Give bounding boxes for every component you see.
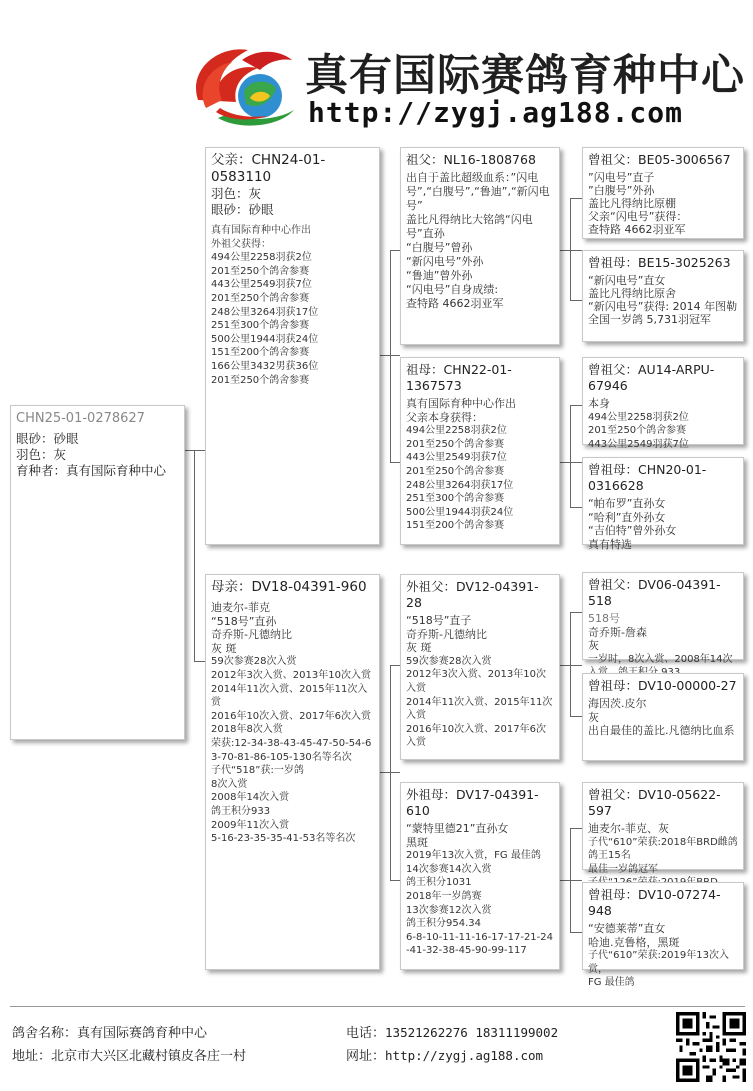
- great-granddam-4-line: 哈迪.克鲁格，黑斑: [588, 935, 680, 949]
- paternal-grandsire-title: 祖父：NL16-1808768: [406, 152, 536, 167]
- maternal-granddam-line: “蒙特里德21”直孙女: [406, 822, 509, 835]
- sire-line: 真有国际育种中心作出: [211, 225, 311, 236]
- footer-website-label: 网址：: [346, 1049, 386, 1064]
- paternal-granddam-line: 151至200个鸽舍参赛: [406, 520, 505, 532]
- great-grandsire-1-line: 盖比凡得纳比原棚: [588, 197, 676, 210]
- maternal-granddam-line: 鸽王积分1031: [406, 877, 472, 889]
- great-granddam-3-lines: [588, 697, 738, 738]
- dam-line: 灰 斑: [211, 641, 237, 655]
- great-granddam-3-card: [582, 673, 744, 761]
- dam-line: 2016年10次入赏、2017年6次入赏: [211, 710, 371, 722]
- maternal-grandsire-lines: [406, 614, 554, 750]
- sire-title: 父亲：CHN24-01-0583110: [211, 152, 326, 185]
- great-granddam-3-title: 曾祖母：DV10-00000-27: [588, 678, 737, 693]
- sire-line: 500公里1944羽获24位: [211, 333, 319, 345]
- paternal-grandsire-line: “鲁迪”曾外孙: [406, 269, 473, 282]
- great-granddam-4-title: 曾祖母：DV10-07274-948: [588, 887, 721, 918]
- great-granddam-1-lines: [588, 274, 738, 326]
- footer-address-label: 地址：: [12, 1049, 52, 1064]
- great-grandsire-2-line: 443公里2549羽获7位: [588, 438, 689, 450]
- maternal-grandsire-card: [400, 574, 560, 760]
- dam-line: 59次参赛28次入赏: [211, 656, 297, 668]
- sire-color: 羽色：灰: [211, 186, 262, 201]
- footer-divider: [10, 1006, 745, 1007]
- great-grandsire-4-line: 最佳一岁鸽冠军: [588, 863, 658, 875]
- dam-line: 2009年11次入赏: [211, 819, 290, 831]
- great-grandsire-1-line: 查特路 4662羽亚军: [588, 223, 686, 236]
- brand-title: 真有国际赛鸽育种中心: [305, 51, 745, 101]
- great-granddam-1-line: 盖比凡得纳比原舍: [588, 287, 676, 300]
- great-grandsire-2-title: 曾祖父：AU14-ARPU-67946: [588, 362, 715, 393]
- great-grandsire-2-line: 201至250个鸽舍参赛: [588, 425, 687, 437]
- great-granddam-1-line: “新闪电号”获得: 2014 年图勒全国一岁鸽 5,731羽冠军: [588, 300, 738, 326]
- great-grandsire-2-card: [582, 357, 744, 450]
- sire-line: 443公里2549羽获7位: [211, 279, 312, 291]
- sire-line: 201至250个鸽舍参赛: [211, 265, 310, 277]
- dam-line: 2012年3次入赏、2013年10次入赏: [211, 669, 371, 681]
- maternal-grandsire-line: “518号”直子: [406, 614, 472, 627]
- great-grandsire-2-lines: [588, 397, 738, 451]
- paternal-granddam-title: 祖母：CHN22-01-1367573: [406, 362, 512, 393]
- maternal-granddam-line: 6-8-10-11-11-16-17-17-21-24-41-32-38-45-90-99-117: [406, 931, 553, 957]
- qr-code-icon: [676, 1012, 746, 1082]
- great-grandsire-1-line: ”闪电号”直子: [588, 171, 655, 184]
- subject-color: 羽色：灰: [16, 447, 67, 462]
- sire-line: 494公里2258羽获2位: [211, 252, 312, 264]
- maternal-granddam-line: 2019年13次入赏，FG 最佳鸽: [406, 850, 541, 862]
- subject-breeder: 育种者：真有国际育种中心: [16, 463, 167, 478]
- dam-line: 迪麦尔-菲克: [211, 601, 270, 614]
- sire-line: 201至250个鸽舍参赛: [211, 292, 310, 304]
- great-grandsire-3-line: 奇乔斯-詹森: [588, 625, 647, 639]
- great-granddam-4-line: 子代“610”荣获:2019年13次入赏，: [588, 950, 729, 975]
- dam-line: 2008年14次入赏: [211, 792, 290, 804]
- footer-loft-label: 鸽舍名称：: [12, 1026, 78, 1041]
- dam-lines: [211, 601, 374, 846]
- paternal-granddam-lines: [406, 397, 554, 533]
- maternal-grandsire-line: 灰 斑: [406, 641, 432, 655]
- paternal-grandsire-lines: [406, 171, 554, 311]
- brand-url: http://zygj.ag188.com: [308, 96, 684, 129]
- maternal-granddam-card: [400, 782, 560, 970]
- maternal-grandsire-line: 2014年11次入赏、2015年11次入赏: [406, 696, 553, 722]
- dam-card: [205, 574, 380, 970]
- great-grandsire-1-card: [582, 147, 744, 239]
- paternal-granddam-line: 父亲本身获得：: [406, 410, 483, 424]
- great-grandsire-1-lines: [588, 171, 738, 236]
- great-granddam-4-card: [582, 882, 744, 989]
- sire-line: 151至200个鸽舍参赛: [211, 347, 310, 359]
- paternal-granddam-line: 201至250个鸽舍参赛: [406, 465, 505, 477]
- great-grandsire-3-line: 一岁时，8次入赏、2008年14次: [588, 653, 733, 665]
- maternal-granddam-line: 14次参赛14次入赏: [406, 863, 492, 875]
- sire-line: 251至300个鸽舍参赛: [211, 320, 310, 332]
- great-granddam-1-line: “新闪电号”直女: [588, 274, 666, 287]
- subject-card: [10, 405, 185, 740]
- great-granddam-1-card: [582, 250, 744, 342]
- great-granddam-4-lines: [588, 922, 738, 990]
- paternal-granddam-line: 201至250个鸽舍参赛: [406, 438, 505, 450]
- footer-address: [12, 1045, 246, 1064]
- great-granddam-2-line: “哈利”直外孙女: [588, 510, 666, 524]
- footer-loft: [12, 1022, 207, 1041]
- great-grandsire-2-line: 本身: [588, 397, 610, 410]
- dam-line: 2014年11次入赏、2015年11次入赏: [211, 683, 368, 709]
- maternal-grandsire-line: 59次参赛28次入赏: [406, 655, 492, 667]
- dam-line: 子代“518”获:一岁鸽: [211, 765, 304, 777]
- dam-line: 5-16-23-35-35-41-53名等名次: [211, 833, 356, 845]
- great-granddam-4-line: FG 最佳鸽: [588, 977, 635, 989]
- great-grandsire-4-line: 子代“610”荣获:2018年BRD雌鸽鸽王15名: [588, 836, 738, 862]
- paternal-granddam-line: 494公里2258羽获2位: [406, 425, 507, 437]
- paternal-grandsire-line: “新闪电号”外孙: [406, 255, 484, 268]
- great-granddam-3-line: 灰: [588, 710, 599, 724]
- paternal-grandsire-line: 出自于盖比超级血系：”闪电号”,“白腹号”,“鲁迪”,“新闪电号”: [406, 171, 550, 212]
- paternal-granddam-line: 251至300个鸽舍参赛: [406, 493, 505, 505]
- dam-line: 2018年8次入赏: [211, 724, 283, 736]
- great-grandsire-1-line: 父亲“闪电号”获得：: [588, 210, 688, 223]
- great-granddam-2-line: “帕布罗”直孙女: [588, 497, 666, 510]
- footer-phone-label: 电话：: [346, 1026, 386, 1041]
- great-grandsire-3-line: 灰: [588, 639, 599, 653]
- dam-line: 鸽王积分933: [211, 805, 271, 817]
- footer-website: [346, 1045, 543, 1064]
- sire-line: 201至250个鸽舍参赛: [211, 374, 310, 386]
- great-grandsire-3-line: 518号: [588, 612, 620, 625]
- footer-phone-value: 13521262276 18311199002: [385, 1025, 559, 1040]
- footer-website-value[interactable]: http://zygj.ag188.com: [385, 1048, 544, 1063]
- subject-ring: CHN25-01-0278627: [16, 411, 145, 426]
- great-grandsire-4-title: 曾祖父：DV10-05622-597: [588, 787, 721, 818]
- paternal-granddam-line: 500公里1944羽获24位: [406, 506, 514, 518]
- paternal-grandsire-line: 查特路 4662羽亚军: [406, 297, 504, 310]
- subject-eye: 眼砂：砂眼: [16, 431, 79, 446]
- paternal-granddam-card: [400, 357, 560, 545]
- maternal-granddam-line: 2018年一岁鸽赛: [406, 890, 482, 902]
- paternal-grandsire-card: [400, 147, 560, 345]
- maternal-granddam-lines: [406, 822, 554, 958]
- dam-title: 母亲：DV18-04391-960: [211, 579, 367, 595]
- maternal-granddam-line: 13次参赛12次入赏: [406, 904, 492, 916]
- dam-line: “518号”直孙: [211, 614, 277, 628]
- great-grandsire-4-line: 迪麦尔-菲克、灰: [588, 822, 669, 835]
- great-granddam-2-lines: [588, 497, 738, 551]
- great-granddam-2-line: “吉伯特”曾外孙女: [588, 524, 677, 538]
- phoenix-logo-icon: [188, 40, 298, 130]
- great-granddam-1-title: 曾祖母：BE15-3025263: [588, 255, 731, 270]
- sire-eye: 眼砂：砂眼: [211, 202, 274, 217]
- great-granddam-2-line: 真有特选: [588, 537, 632, 551]
- paternal-granddam-line: 443公里2549羽获7位: [406, 452, 507, 464]
- maternal-grandsire-title: 外祖父：DV12-04391-28: [406, 579, 539, 610]
- sire-card: [205, 147, 380, 545]
- great-grandsire-3-card: [582, 572, 744, 665]
- paternal-granddam-line: 248公里3264羽获17位: [406, 479, 514, 491]
- maternal-grandsire-line: 奇乔斯-凡德纳比: [406, 627, 487, 641]
- great-granddam-3-line: 海因茨.皮尔: [588, 697, 647, 710]
- great-grandsire-3-lines: [588, 612, 738, 680]
- great-granddam-3-line: 出自最佳的盖比.凡德纳比血系: [588, 724, 735, 738]
- maternal-grandsire-line: 2016年10次入赏、2017年6次入赏: [406, 723, 546, 749]
- sire-line: 166公里3432男获36位: [211, 360, 319, 372]
- great-grandsire-4-card: [582, 782, 744, 875]
- dam-line: 荣获:12-34-38-43-45-47-50-54-63-70-81-86-105-130名等名次: [211, 737, 372, 763]
- great-grandsire-4-lines: [588, 822, 738, 890]
- great-grandsire-3-title: 曾祖父：DV06-04391-518: [588, 577, 721, 608]
- dam-line: 8次入赏: [211, 778, 248, 790]
- great-grandsire-1-line: ”白腹号”外孙: [588, 184, 655, 197]
- paternal-granddam-line: 真有国际育种中心作出: [406, 397, 516, 410]
- sire-line: 外祖父获得：: [211, 238, 271, 250]
- great-grandsire-1-title: 曾祖父：BE05-3006567: [588, 152, 731, 167]
- great-granddam-2-card: [582, 457, 744, 551]
- great-granddam-4-line: “安德莱蒂”直女: [588, 922, 666, 935]
- footer-phone: [346, 1022, 558, 1041]
- sire-line: 248公里3264羽获17位: [211, 306, 319, 318]
- dam-line: 奇乔斯-凡德纳比: [211, 628, 292, 642]
- maternal-granddam-line: 黑斑: [406, 835, 428, 849]
- sire-lines: [211, 224, 374, 387]
- great-grandsire-2-line: 494公里2258羽获2位: [588, 411, 689, 423]
- footer-loft-value: 真有国际赛鸽育种中心: [77, 1026, 208, 1041]
- maternal-grandsire-line: 2012年3次入赏、2013年10次入赏: [406, 669, 546, 694]
- great-granddam-2-title: 曾祖母：CHN20-01-0316628: [588, 462, 707, 493]
- paternal-grandsire-line: “闪电号”自身成绩:: [406, 283, 499, 296]
- footer-address-value: 北京市大兴区北藏村镇皮各庄一村: [51, 1049, 247, 1064]
- paternal-grandsire-line: “白腹号”曾孙: [406, 241, 473, 254]
- maternal-granddam-line: 鸽王积分954.34: [406, 918, 481, 930]
- paternal-grandsire-line: 盖比凡得纳比大铭鸽“闪电号”直孙: [406, 213, 533, 240]
- maternal-granddam-title: 外祖母：DV17-04391-610: [406, 787, 539, 818]
